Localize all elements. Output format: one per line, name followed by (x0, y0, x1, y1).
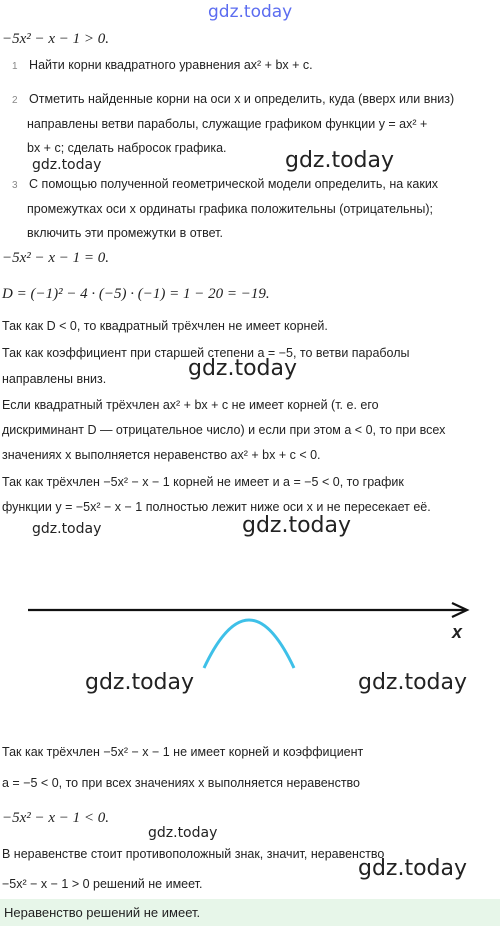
parabola-graph (0, 590, 500, 680)
equation: −5x² − x − 1 = 0. (2, 250, 110, 266)
text-line: Если квадратный трёхчлен ax² + bx + c не имеет корней (т. е. его (2, 398, 379, 412)
watermark-top: gdz.today (208, 2, 293, 22)
step-number: 3 (12, 180, 18, 191)
step-text: включить эти промежутки в ответ. (27, 226, 223, 240)
answer-box (0, 899, 500, 926)
text-line: Так как D < 0, то квадратный трёхчлен не имеет корней. (2, 319, 328, 333)
watermark: gdz.today (148, 825, 218, 841)
text-line: −5x² − x − 1 < 0. (2, 810, 110, 826)
parabola-curve (204, 620, 294, 668)
step-text: С помощью полученной геометрической модели определить, на каких (29, 177, 439, 191)
watermark: gdz.today (85, 670, 195, 695)
step-number: 2 (12, 95, 18, 106)
step-number: 1 (12, 61, 18, 72)
watermark: gdz.today (188, 356, 298, 381)
step-3 (12, 177, 438, 191)
text-line: значениях x выполняется неравенство ax² + bx + c < 0. (2, 448, 321, 462)
watermark: gdz.today (358, 856, 468, 881)
step-text: bx + c; сделать набросок графика. (27, 141, 227, 155)
watermark: gdz.today (32, 157, 102, 173)
text-line: направлены вниз. (2, 372, 107, 386)
step-1 (12, 58, 313, 72)
watermark: gdz.today (242, 513, 352, 538)
x-axis-label: x (452, 622, 463, 642)
step-text: Отметить найденные корни на оси x и определить, куда (вверх или вниз) (29, 92, 455, 106)
step-text: направлены ветви параболы, служащие графиком функции y = ax² + (27, 117, 428, 131)
watermark: gdz.today (358, 670, 468, 695)
step-2 (12, 92, 454, 106)
text-line: Так как трёхчлен −5x² − x − 1 не имеет корней и коэффициент (2, 745, 364, 759)
discriminant: D = (−1)² − 4 · (−5) · (−1) = 1 − 20 = −19. (2, 286, 270, 302)
text-line: В неравенстве стоит противоположный знак, значит, неравенство (2, 847, 385, 861)
text-line: Так как трёхчлен −5x² − x − 1 корней не имеет и a = −5 < 0, то график (2, 475, 404, 489)
task-inequality: −5x² − x − 1 > 0. (2, 31, 110, 47)
step-text: Найти корни квадратного уравнения ax² + bx + c. (29, 58, 313, 72)
watermark: gdz.today (32, 521, 102, 537)
text-line: функции y = −5x² − x − 1 полностью лежит ниже оси x и не пересекает её. (2, 500, 431, 514)
step-text: промежутках оси x ординаты графика положительны (отрицательны); (27, 202, 434, 216)
text-line: −5x² − x − 1 > 0 решений не имеет. (2, 877, 203, 891)
answer-text: Неравенство решений не имеет. (4, 905, 201, 920)
text-line: a = −5 < 0, то при всех значениях x выполняется неравенство (2, 776, 360, 790)
watermark: gdz.today (285, 148, 395, 173)
text-line: Так как коэффициент при старшей степени a = −5, то ветви параболы (2, 346, 410, 360)
text-line: дискриминант D — отрицательное число) и если при этом a < 0, то при всех (2, 423, 446, 437)
